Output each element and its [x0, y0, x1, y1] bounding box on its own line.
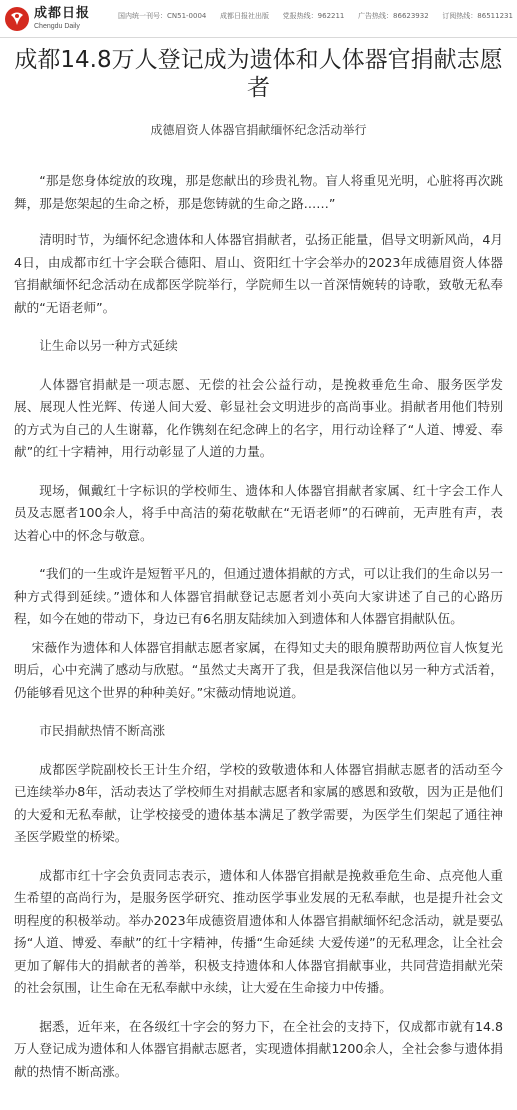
paragraph-poem-quote: “那是您身体绽放的玫瑰，那是您献出的珍贵礼物。盲人将重见光明，心脏将再次跳舞，那是您架起的生命之桥，那是您铸就的生命之路……”	[14, 173, 503, 211]
meta-subscription-hotline: 订阅热线：86511231	[442, 12, 513, 20]
paragraph-family-song: 宋薇作为遗体和人体器官捐献志愿者家属，在得知丈夫的眼角膜帮助两位盲人恢复光明后，心中充满了感动与欣慰。“虽然丈夫离开了我，但是我深信他以另一种方式活着，仍能够看见这个世界的种种美好。”宋薇动情地说道。	[14, 639, 503, 700]
masthead-bar	[0, 0, 517, 38]
paragraph-vice-president: 成都医学院副校长王计生介绍，学校的致敬遗体和人体器官捐献志愿者的活动至今已连续举办8年，活动表达了学校师生对捐献志愿者和家属的感恩和致敬，因为正是他们的大爱和无私奉献，让学校接受的遗体基本满足了教学需要，为医学生们架起了通往神圣医学殿堂的桥梁。	[14, 761, 503, 844]
article-body	[14, 170, 503, 1083]
section-heading-enthusiasm: 市民捐献热情不断高涨	[39, 723, 166, 738]
paragraph-volunteer-liu: “我们的一生或许是短暂平凡的，但通过遗体捐献的方式，可以让我们的生命以另一种方式得到延续。”遗体和人体器官捐献登记志愿者刘小英向大家讲述了自己的心路历程，如今在她的带动下，身边已有6名朋友陆续加入到遗体和人体器官捐献队伍。	[14, 566, 503, 626]
paragraph-ceremony-scene: 现场，佩戴红十字标识的学校师生、遗体和人体器官捐献者家属、红十字会工作人员及志愿者100余人，将手中高洁的菊花敬献在“无语老师”的石碑前，无声胜有声，表达着心中的怀念与敬意。	[14, 482, 503, 543]
meta-issn: 国内统一刊号：CN51-0004	[118, 12, 207, 20]
masthead-name: 成都日报	[34, 6, 91, 21]
paragraph-statistics: 据悉，近年来，在各级红十字会的努力下，在全社会的支持下，仅成都市就有14.8万人登记成为遗体和人体器官捐献志愿者，实现遗体捐献1200余人，全社会参与遗体捐献的热情不断高涨。	[14, 1018, 503, 1079]
masthead-english-name: Chengdu Daily	[34, 23, 80, 30]
section-heading-life-continues: 让生命以另一种方式延续	[39, 338, 178, 353]
article-subtitle: 成德眉资人体器官捐献缅怀纪念活动举行	[150, 123, 367, 137]
masthead-meta	[118, 11, 513, 21]
paragraph-donation-meaning: 人体器官捐献是一项志愿、无偿的社会公益行动，是挽救垂危生命、服务医学发展、展现人性光辉、传递人间大爱、彰显社会文明进步的高尚事业。捐献者用他们特别的方式为自己的人生谢幕，化作镌刻在纪念碑上的名字，用行动诠释了“人道、博爱、奉献”的红十字精神，用行动彰显了人道的力量。	[14, 376, 503, 459]
article-title: 成都14.8万人登记成为遗体和人体器官捐献志愿者	[14, 47, 503, 101]
meta-ad-hotline: 广告热线：86623932	[358, 12, 429, 20]
paragraph-red-cross-statement: 成都市红十字会负责同志表示，遗体和人体器官捐献是挽救垂危生命、点亮他人重生希望的高尚行为，是服务医学研究、推动医学事业发展的无私奉献，也是提升社会文明程度的积极举动。举办2023年成德资眉遗体和人体器官捐献缅怀纪念活动，就是要弘扬“人道、博爱、奉献”的红十字精神，传播“生命延续 大爱传递”的无私理念，让全社会更加了解伟大的捐献者的善举，积极支持遗体和人体器官捐献事业，共同营造捐献光荣的社会氛围，让生命在无私奉献中永续，让大爱在生命接力中传播。	[14, 867, 503, 995]
paragraph-intro: 清明时节，为缅怀纪念遗体和人体器官捐献者，弘扬正能量，倡导文明新风尚，4月4日，由成都市红十字会联合德阳、眉山、资阳红十字会举办的2023年成德眉资人体器官捐献缅怀纪念活动在成都医学院举行，学院师生以一首深情婉转的诗歌，致敬无私奉献的“无语老师”。	[14, 232, 503, 315]
meta-party-hotline: 党报热线：962211	[282, 12, 345, 20]
meta-publisher: 成都日报社出版	[220, 12, 270, 20]
chengdu-daily-logo-icon	[4, 6, 30, 32]
